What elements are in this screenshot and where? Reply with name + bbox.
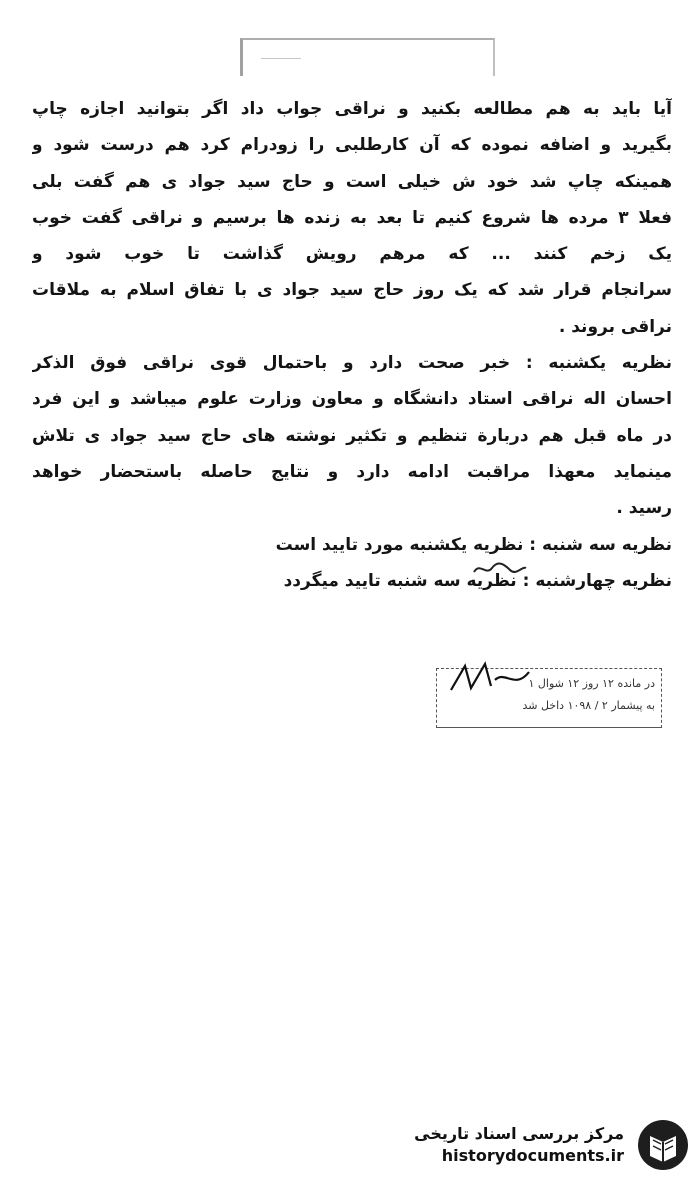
text-line: نظریه یکشنبه : خبر صحت دارد و باحتمال قوی نراقی فوق الذکر [32,353,672,374]
text-line: همینکه چاپ شد خود ش خیلی است و حاج سید جواد ی هم گفت بلی [32,171,672,192]
top-frame-mark [240,38,495,76]
text-line: یک زخم کنند ... که مرهم رویش گذاشت تا خوب شود و [32,244,672,265]
signature-mark [470,556,530,580]
stamp-line: در مانده ۱۲ روز ۱۲ شوال ۱ [528,677,655,690]
text-line: سرانجام قرار شد که یک روز حاج سید جواد ی با تفاق اسلام به ملاقات [32,280,672,301]
text-line: احسان اله نراقی استاد دانشگاه و معاون وزارت علوم میباشد و این فرد [32,389,672,410]
text-line: نظریه سه شنبه : نظریه یکشنبه مورد تایید است [275,534,672,555]
watermark-url: historydocuments.ir [441,1146,624,1165]
watermark-title: مرکز بررسی اسناد تاریخی [414,1124,624,1143]
stamp-line: به پیشمار ۲ / ۱۰۹۸ داخل شد [522,699,655,712]
text-line: فعلا ۳ مرده ها شروع کنیم تا بعد به زنده ها برسیم و نراقی گفت خوب [32,207,672,228]
watermark [400,1118,690,1170]
text-line: رسید . [616,498,672,519]
document-body [32,98,672,592]
text-line: مینماید معهذا مراقبت ادامه دارد و نتایج حاصله باستحضار خواهد [32,461,672,482]
stamp-scribble-mark [445,660,535,700]
text-line: آیا باید به هم مطالعه بکنید و نراقی جواب داد اگر بتوانید اجازه چاپ [32,99,672,119]
text-line: در ماه قبل هم دربارة تنظیم و تکثیر نوشته های حاج سید جواد ی تلاش [32,425,672,446]
text-line: نظریه چهارشنبه : نظریه سه شنبه تایید میگردد [283,570,672,591]
text-line: بگیرید و اضافه نموده که آن کارطلبی را زودرام کرد هم درست شود و [32,135,672,156]
book-logo-icon [636,1118,690,1172]
text-line: نراقی بروند . [558,316,672,337]
